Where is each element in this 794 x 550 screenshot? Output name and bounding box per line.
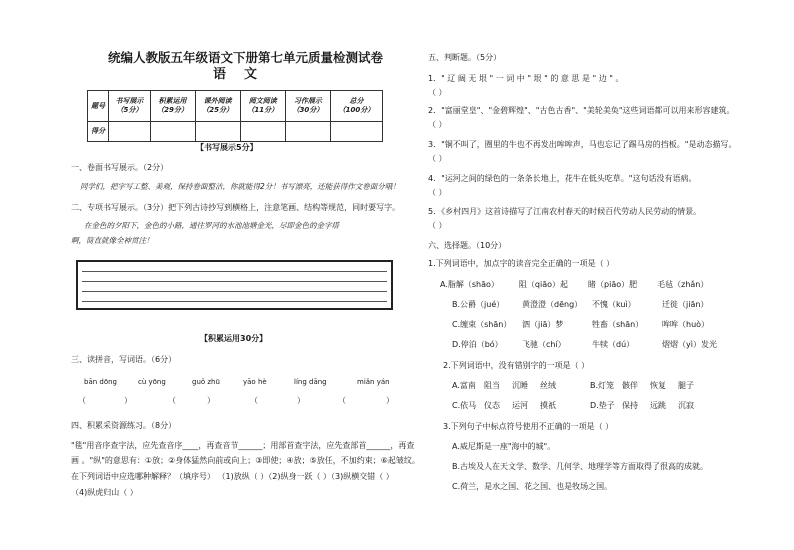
table-col-extra-reading: 课外阅读 （25分） [195,91,240,122]
choice-2-option-c: C.依马 仪态 运河 摸祇 [452,401,556,410]
score-cell[interactable] [109,122,150,142]
question-4-line-3: 在下列词语中应选哪种解释？（填序号） （1)放纵（ ）（2)纵身一跃（ ）（3)纵横交错（ ） [71,472,394,481]
exam-title: 统编人教版五年级语文下册第七单元质量检测试卷 [108,50,384,65]
question-4-title: 四、积累采资源练习。（8分） [71,421,177,430]
choice-1-option-d: D.停泊（bó） 飞驰（chí） 牛犊（dú） 熠熠（yì）发光 [452,340,717,349]
question-4-line-4: （4)纵虎归山（ ） [71,488,138,497]
choice-2-option-d: D.垫子 保持 远跳 沉寂 [590,401,694,410]
section-header-writing: 【书写展示5分】 [196,143,258,152]
question-1-text: 同学们，把字写工整、美观，保持卷面整洁，你就能得2分！书写漂亮，还能获得作文卷面分哦！ [80,182,400,191]
choice-1-option-a: A.脂解（shāo） 阻（qiāo）起 睹（piāo）肥 毛毡（zhǎn） [440,280,709,289]
table-col-composition: 习作展示 （30分） [285,91,330,122]
section-header-accumulation: 【积累运用30分】 [200,334,268,343]
writing-grid[interactable] [76,260,393,310]
choice-2-option-b: B.灯笼 骸伴 恢复 腿子 [590,381,694,390]
answer-bracket: （ [78,396,86,405]
table-col-reading: 阅文阅读 （11分） [240,91,285,122]
answer-paren[interactable]: （ ） [428,88,447,97]
table-col-writing: 书写展示 （5分） [109,91,150,122]
pinyin-4: yāo hè [243,378,267,386]
score-cell[interactable] [150,122,195,142]
judge-item-2: 2．"富丽堂皇"、"金碧辉煌"、"古色古香"、"美轮美奂"这些词语都可以用来形容建筑。 [428,106,735,115]
question-4-line-2: 画 。"纵"的意思有：①放；②身体猛然向前或向上；③即使；④放；⑤放任，不加约束；⑥起皱纹。 [71,456,420,465]
answer-paren[interactable]: （ ） [428,188,447,197]
choice-3-option-b: B.古埃及人在天文学、数学、几何学、地理学等方面取得了很高的成就。 [452,462,709,471]
choice-question-2: 2.下列词语中，没有错别字的一项是（ ） [443,361,590,370]
question-2-title: 二、专项书写展示。（3分）把下列古诗抄写到横格上，注意笔画、结构等规范，同时要写字。 [71,203,401,212]
judge-item-5: 5．《乡村四月》这首诗描写了江南农村春天的时候百代劳动人民劳动的情景。 [428,207,702,216]
choice-question-3: 3.下列句子中标点符号使用不正确的一项是（ ） [443,422,614,431]
answer-bracket: ） [297,396,305,405]
question-3-title: 三、读拼音，写词语。（6分） [71,355,177,364]
answer-bracket: ） [386,396,394,405]
answer-bracket: （ [338,396,346,405]
score-cell[interactable] [240,122,285,142]
answer-bracket: （ [168,396,176,405]
answer-bracket: ） [124,396,132,405]
score-table [87,90,383,142]
choice-1-option-b: B.公爵（jué） 黄澄澄（dēng） 不愧（kuì） 迁徙（jiān） [452,300,709,309]
choice-3-option-a: A.威尼斯是一座"海中的城"。 [452,442,556,451]
choice-question-1: 1.下列词语中，加点字的读音完全正确的一项是（ ） [428,259,615,268]
question-1-title: 一、卷面书写展示。（2分） [71,163,169,172]
table-row-header: 题号 [88,91,109,122]
score-cell[interactable] [285,122,330,142]
judge-item-1: 1．" 辽 阔 无 垠 " 一 词 中 " 垠 " 的 意 思 是 " 边 " 。 [428,74,624,83]
choice-3-option-c: C.荷兰，是水之国、花之国、也是牧场之国。 [452,482,613,491]
answer-bracket: ） [207,396,215,405]
score-cell[interactable] [330,122,382,142]
answer-paren[interactable]: （ ） [428,221,447,230]
judge-item-4: 4．"运河之间的绿色的一条条长地上，花牛在低头吃草。"这句话没有语病。 [428,174,697,183]
answer-bracket: （ [250,396,258,405]
poem-line-1: 在金色的夕阳下，金色的小路，通往罗河的水池池塘金光，尽即金色的金字塔 [84,221,339,230]
pinyin-3: guǒ zhū [192,378,220,386]
poem-line-2: 啊，简直就像全神贯注！ [71,236,154,245]
question-4-line-1: "毯"用音序查字法，应先查音序____，再查音节______；用部首查字法，应先查部首______，再查 [71,441,415,450]
choice-2-option-a: A.富南 阻当 沉睡 丝绒 [452,381,556,390]
score-cell[interactable] [195,122,240,142]
table-col-total: 总分 （100分） [330,91,382,122]
question-6-title: 六、选择题。（10分） [428,241,507,250]
answer-paren[interactable]: （ ） [428,154,447,163]
pinyin-6: miǎn yán [357,378,390,386]
table-score-label: 得分 [88,122,109,142]
answer-paren[interactable]: （ ） [428,120,447,129]
pinyin-1: bān dōng [84,378,118,386]
choice-1-option-c: C.缠束（shān） 泗（jiā）梦 牲畜（shān） 哞哞（huò） [452,320,710,329]
pinyin-2: cù yōng [138,378,166,386]
judge-item-3: 3．"铜不叫了，圈里的牛也不再发出哞哞声，马也忘记了踢马房的挡板。"是动态描写。 [428,140,737,149]
table-col-accumulation: 积累运用 （29分） [150,91,195,122]
pinyin-5: líng dāng [294,378,327,386]
subject-title: 语文 [213,67,276,82]
question-5-title: 五、判断题。（5分） [428,53,502,62]
